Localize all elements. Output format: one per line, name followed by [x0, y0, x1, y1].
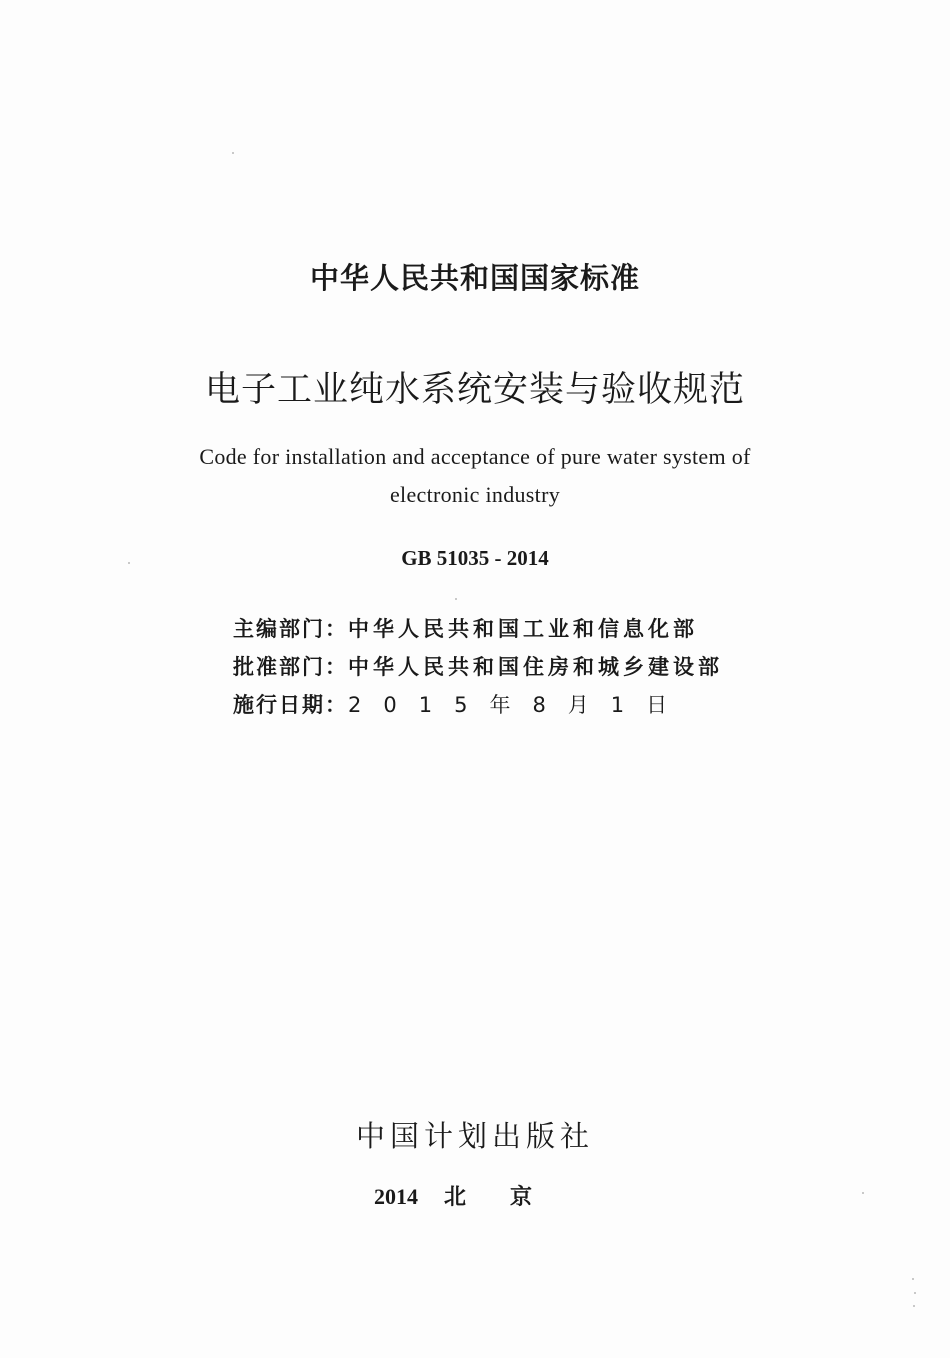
scan-speck — [914, 1292, 916, 1294]
standard-code: GB 51035 - 2014 — [401, 546, 549, 570]
publication-year: 2014 — [373, 1184, 418, 1209]
scan-speck — [862, 1192, 864, 1194]
scan-speck — [912, 1278, 914, 1280]
publication-meta — [233, 610, 723, 724]
standard-type-heading: 中华人民共和国国家标准 — [309, 261, 640, 295]
editor-value: 中华人民共和国工业和信息化部 — [348, 617, 698, 641]
scan-speck — [913, 1305, 915, 1307]
editor-label: 主编部门： — [233, 617, 348, 641]
effective-date-row — [233, 686, 723, 724]
scan-speck — [128, 562, 130, 564]
editor-row — [233, 610, 723, 648]
publisher-name: 中国计划出版社 — [355, 1119, 594, 1153]
scan-speck — [455, 598, 457, 600]
chinese-title: 电子工业纯水系统安装与验收规范 — [204, 370, 745, 410]
approver-value: 中华人民共和国住房和城乡建设部 — [348, 655, 723, 679]
approver-label: 批准部门： — [233, 655, 348, 679]
effective-date-label: 施行日期： — [233, 693, 348, 717]
effective-date-value: 2015年8月1日 — [348, 693, 690, 717]
scan-speck — [232, 152, 234, 154]
english-title-line-1: Code for installation and acceptance of pure water system of — [199, 444, 751, 469]
english-title-line-2: electronic industry — [389, 482, 561, 507]
publication-city: 北京 — [443, 1185, 576, 1210]
english-title — [0, 438, 950, 514]
approver-row — [233, 648, 723, 686]
publication-line — [0, 1180, 950, 1211]
